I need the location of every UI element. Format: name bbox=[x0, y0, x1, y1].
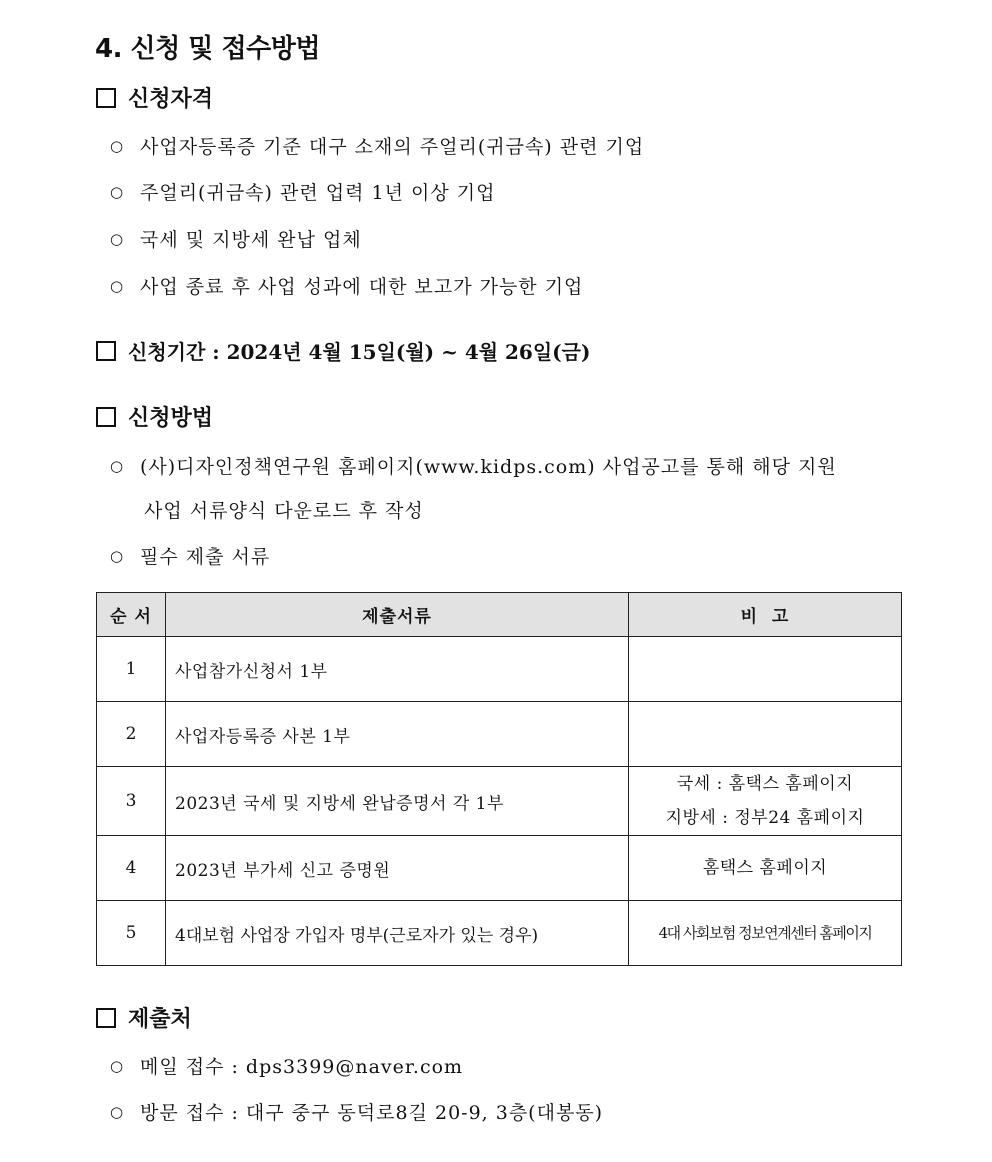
section-period bbox=[96, 336, 590, 365]
section-heading: 신청기간 : 2024년 4월 15일(월) ~ 4월 26일(금) bbox=[128, 340, 591, 364]
list-item: ○ 주얼리(귀금속) 관련 업력 1년 이상 기업 bbox=[110, 182, 496, 204]
cell-note: 홈택스 홈페이지 bbox=[629, 836, 902, 901]
checkbox-square-icon bbox=[96, 407, 116, 427]
note-line: 국세 : 홈택스 홈페이지 bbox=[676, 774, 854, 794]
table-row bbox=[97, 836, 902, 901]
required-documents-table bbox=[96, 592, 902, 966]
table-header-row bbox=[97, 593, 902, 637]
checkbox-square-icon bbox=[96, 1008, 116, 1028]
circle-bullet-icon: ○ bbox=[110, 457, 125, 475]
list-item-continuation: 사업 서류양식 다운로드 후 작성 bbox=[144, 500, 424, 522]
circle-bullet-icon: ○ bbox=[110, 1057, 125, 1075]
page-title: 4. 신청 및 접수방법 bbox=[95, 34, 320, 64]
cell-doc: 4대보험 사업장 가입자 명부(근로자가 있는 경우) bbox=[166, 901, 629, 966]
cell-no: 3 bbox=[97, 767, 166, 836]
list-item: ○ 필수 제출 서류 bbox=[110, 546, 271, 568]
cell-note: 4대 사회보험 정보연계센터 홈페이지 bbox=[629, 901, 902, 966]
circle-bullet-icon: ○ bbox=[110, 277, 125, 295]
circle-bullet-icon: ○ bbox=[110, 547, 125, 565]
column-header-no: 순 서 bbox=[97, 593, 166, 637]
circle-bullet-icon: ○ bbox=[110, 1103, 125, 1121]
section-eligibility bbox=[96, 82, 213, 113]
cell-note bbox=[629, 767, 902, 836]
cell-no: 5 bbox=[97, 901, 166, 966]
table-row bbox=[97, 637, 902, 702]
cell-no: 1 bbox=[97, 637, 166, 702]
list-item: ○ 사업 종료 후 사업 성과에 대한 보고가 가능한 기업 bbox=[110, 276, 584, 298]
section-method bbox=[96, 401, 213, 432]
cell-note bbox=[629, 702, 902, 767]
section-heading: 제출처 bbox=[128, 1006, 192, 1032]
cell-doc: 2023년 부가세 신고 증명원 bbox=[166, 836, 629, 901]
cell-doc: 사업자등록증 사본 1부 bbox=[166, 702, 629, 767]
cell-note bbox=[629, 637, 902, 702]
table-row bbox=[97, 901, 902, 966]
circle-bullet-icon: ○ bbox=[110, 137, 125, 155]
cell-doc: 사업참가신청서 1부 bbox=[166, 637, 629, 702]
list-item: ○ 방문 접수 : 대구 중구 동덕로8길 20-9, 3층(대봉동) bbox=[110, 1102, 604, 1124]
circle-bullet-icon: ○ bbox=[110, 183, 125, 201]
section-submission bbox=[96, 1002, 192, 1033]
cell-no: 4 bbox=[97, 836, 166, 901]
table-row bbox=[97, 767, 902, 836]
list-item: ○ 국세 및 지방세 완납 업체 bbox=[110, 229, 362, 251]
checkbox-square-icon bbox=[96, 341, 116, 361]
cell-doc: 2023년 국세 및 지방세 완납증명서 각 1부 bbox=[166, 767, 629, 836]
column-header-note: 비 고 bbox=[629, 593, 902, 637]
section-heading: 신청자격 bbox=[128, 86, 214, 112]
checkbox-square-icon bbox=[96, 88, 116, 108]
table-row bbox=[97, 702, 902, 767]
list-item: ○ (사)디자인정책연구원 홈페이지(www.kidps.com) 사업공고를 통해 해당 지원 bbox=[110, 456, 837, 478]
note-line: 지방세 : 정부24 홈페이지 bbox=[665, 808, 865, 828]
list-item: ○ 사업자등록증 기준 대구 소재의 주얼리(귀금속) 관련 기업 bbox=[110, 136, 645, 158]
list-item: ○ 메일 접수 : dps3399@naver.com bbox=[110, 1056, 464, 1078]
section-heading: 신청방법 bbox=[128, 405, 214, 431]
circle-bullet-icon: ○ bbox=[110, 230, 125, 248]
column-header-doc: 제출서류 bbox=[166, 593, 629, 637]
cell-no: 2 bbox=[97, 702, 166, 767]
